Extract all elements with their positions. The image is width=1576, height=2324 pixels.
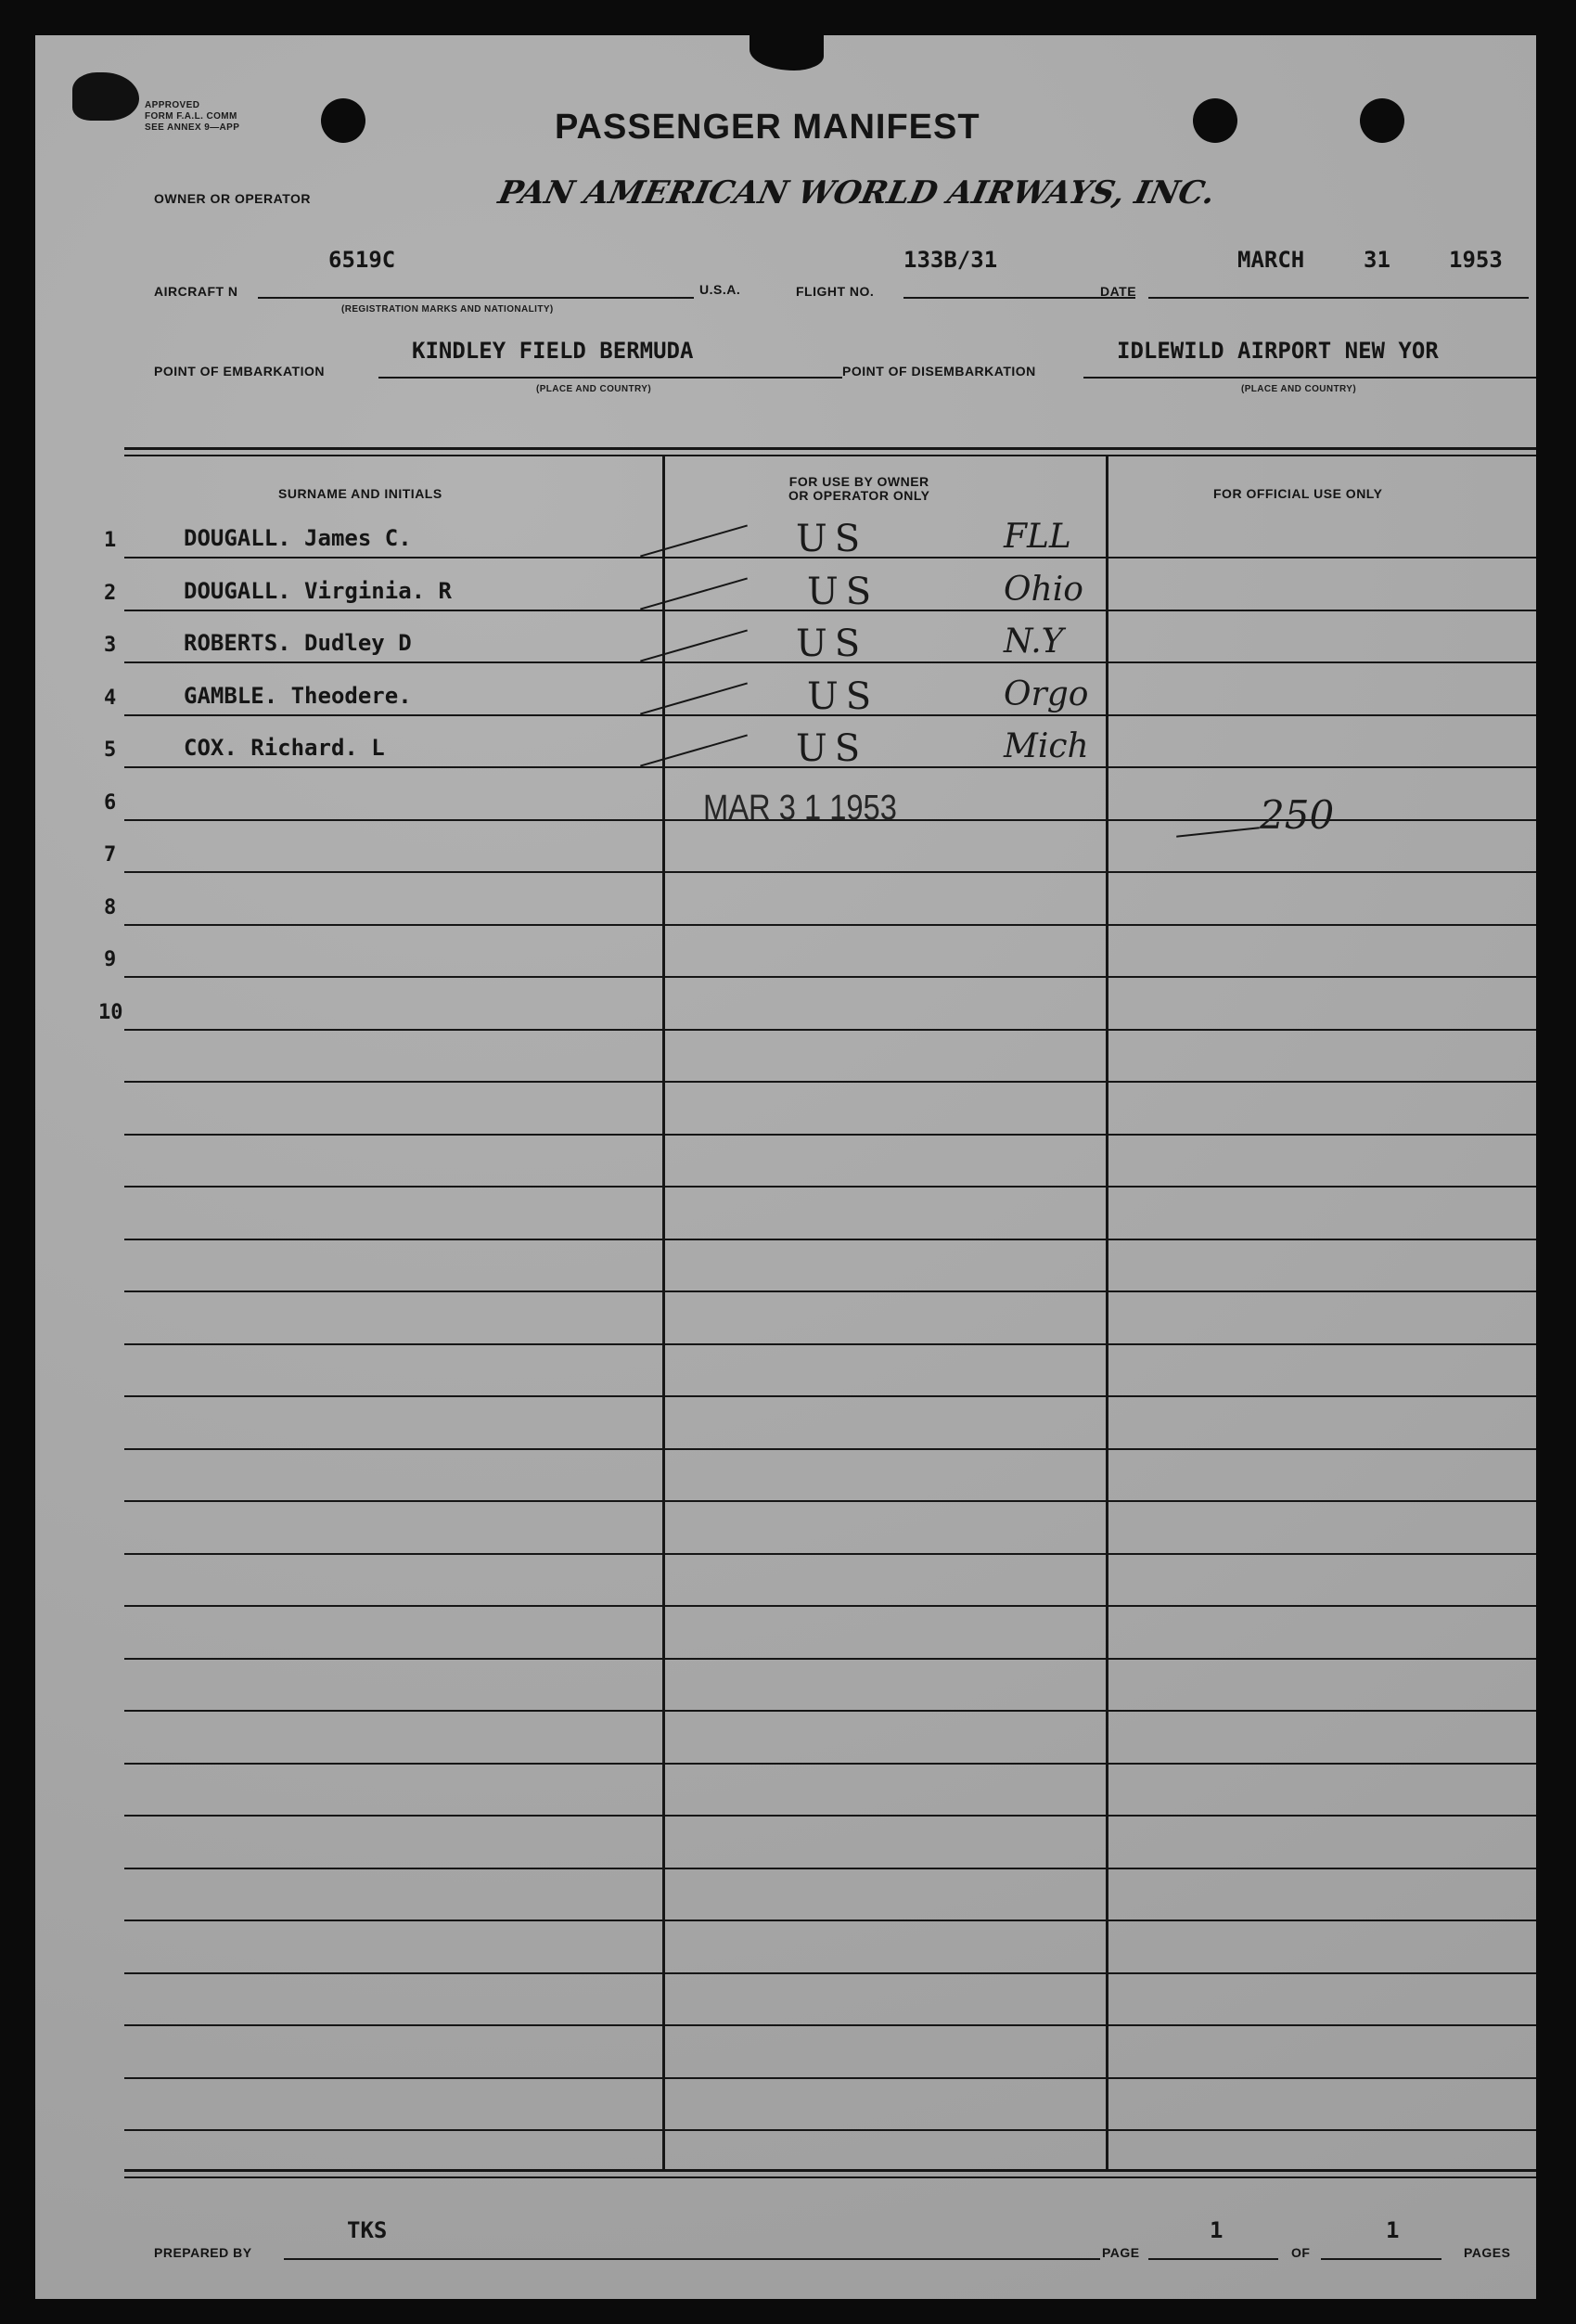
row-rule bbox=[124, 1710, 1536, 1712]
state-entry: N.Y bbox=[1004, 623, 1064, 661]
flight-label: FLIGHT NO. bbox=[796, 284, 875, 299]
date-stamp: MAR 3 1 1953 bbox=[703, 789, 897, 828]
row-rule bbox=[124, 1605, 1536, 1607]
row-rule bbox=[124, 976, 1536, 978]
row-rule bbox=[124, 1553, 1536, 1555]
page-title: PASSENGER MANIFEST bbox=[555, 108, 980, 147]
punch-hole-middle bbox=[1193, 98, 1237, 143]
check-stroke bbox=[640, 630, 748, 662]
row-number: 4 bbox=[104, 686, 117, 710]
check-stroke bbox=[640, 735, 748, 767]
aircraft-label: AIRCRAFT N bbox=[154, 284, 238, 299]
row-rule bbox=[124, 1290, 1536, 1292]
date-month: MARCH bbox=[1237, 247, 1305, 273]
row-rule bbox=[124, 1500, 1536, 1502]
column-header-surname: SURNAME AND INITIALS bbox=[278, 486, 442, 501]
row-rule bbox=[124, 2024, 1536, 2026]
column-header-official: FOR OFFICIAL USE ONLY bbox=[1213, 486, 1383, 501]
pages-value: 1 bbox=[1386, 2217, 1400, 2243]
row-rule bbox=[124, 1763, 1536, 1765]
prepared-label: PREPARED BY bbox=[154, 2245, 252, 2260]
registration-caption: (REGISTRATION MARKS AND NATIONALITY) bbox=[341, 304, 554, 315]
owner-value: PAN AMERICAN WORLD AIRWAYS, INC. bbox=[494, 174, 1219, 212]
row-rule bbox=[124, 1448, 1536, 1450]
passenger-name: ROBERTS. Dudley D bbox=[184, 630, 412, 656]
row-number: 5 bbox=[104, 738, 117, 762]
nationality-entry: US bbox=[796, 623, 868, 665]
passenger-name: GAMBLE. Theodere. bbox=[184, 682, 412, 709]
row-number: 9 bbox=[104, 948, 117, 971]
of-label: OF bbox=[1291, 2245, 1311, 2260]
row-rule bbox=[124, 1395, 1536, 1397]
row-rule bbox=[124, 871, 1536, 873]
pages-label: PAGES bbox=[1464, 2245, 1511, 2260]
column-header-owner: FOR USE BY OWNER OR OPERATOR ONLY bbox=[788, 474, 930, 503]
row-number: 3 bbox=[104, 634, 117, 657]
row-number: 6 bbox=[104, 790, 117, 815]
row-rule bbox=[124, 2077, 1536, 2079]
row-rule bbox=[124, 1972, 1536, 1974]
embarkation-label: POINT OF EMBARKATION bbox=[154, 364, 325, 379]
page-label: PAGE bbox=[1102, 2245, 1140, 2260]
disembarkation-value: IDLEWILD AIRPORT NEW YOR bbox=[1117, 338, 1439, 364]
nationality-entry: US bbox=[796, 518, 868, 560]
row-number: 10 bbox=[98, 1000, 123, 1024]
official-mark: 250 bbox=[1260, 792, 1335, 838]
row-rule bbox=[124, 1868, 1536, 1869]
passenger-name: DOUGALL. James C. bbox=[184, 525, 412, 551]
row-number: 2 bbox=[104, 581, 117, 605]
punch-hole-left bbox=[321, 98, 365, 143]
row-rule bbox=[124, 924, 1536, 926]
row-rule bbox=[124, 1920, 1536, 1921]
row-rule bbox=[124, 1343, 1536, 1345]
state-entry: FLL bbox=[1004, 518, 1071, 556]
check-stroke bbox=[640, 525, 748, 558]
check-stroke bbox=[640, 682, 748, 714]
date-label: DATE bbox=[1100, 284, 1137, 299]
passenger-name: DOUGALL. Virginia. R bbox=[184, 577, 452, 604]
state-entry: Orgo bbox=[1004, 674, 1089, 713]
row-rule bbox=[124, 1239, 1536, 1240]
row-rule bbox=[124, 1658, 1536, 1660]
aircraft-value: 6519C bbox=[328, 247, 396, 273]
prepared-value: TKS bbox=[347, 2217, 388, 2243]
nationality-entry: US bbox=[796, 727, 868, 770]
disembarkation-label: POINT OF DISEMBARKATION bbox=[842, 364, 1036, 379]
row-number: 7 bbox=[104, 843, 117, 867]
state-entry: Ohio bbox=[1004, 570, 1083, 609]
embarkation-caption: (PLACE AND COUNTRY) bbox=[536, 384, 652, 394]
passenger-name: COX. Richard. L bbox=[184, 735, 385, 761]
torn-corner-mark bbox=[72, 72, 139, 121]
row-number: 8 bbox=[104, 895, 117, 919]
row-rule bbox=[124, 2129, 1536, 2131]
date-year: 1953 bbox=[1449, 247, 1503, 273]
page-value: 1 bbox=[1210, 2217, 1224, 2243]
flight-value: 133B/31 bbox=[903, 247, 998, 273]
row-rule bbox=[124, 1186, 1536, 1188]
disembarkation-caption: (PLACE AND COUNTRY) bbox=[1241, 384, 1357, 394]
nationality-entry: US bbox=[807, 570, 879, 613]
check-stroke bbox=[640, 577, 748, 610]
owner-label: OWNER OR OPERATOR bbox=[154, 191, 311, 206]
row-rule bbox=[124, 1081, 1536, 1083]
torn-top-notch bbox=[750, 35, 824, 71]
approval-stamp: APPROVED FORM F.A.L. COMM SEE ANNEX 9—APP bbox=[145, 100, 240, 133]
state-entry: Mich bbox=[1004, 727, 1089, 765]
date-day: 31 bbox=[1364, 247, 1390, 273]
row-rule bbox=[124, 1134, 1536, 1136]
usa-label: U.S.A. bbox=[699, 282, 741, 297]
punch-hole-right bbox=[1360, 98, 1404, 143]
row-rule bbox=[124, 1815, 1536, 1817]
nationality-entry: US bbox=[807, 674, 879, 718]
embarkation-value: KINDLEY FIELD BERMUDA bbox=[412, 338, 694, 364]
row-rule bbox=[124, 1029, 1536, 1031]
manifest-sheet bbox=[35, 35, 1536, 2299]
row-number: 1 bbox=[104, 529, 117, 552]
